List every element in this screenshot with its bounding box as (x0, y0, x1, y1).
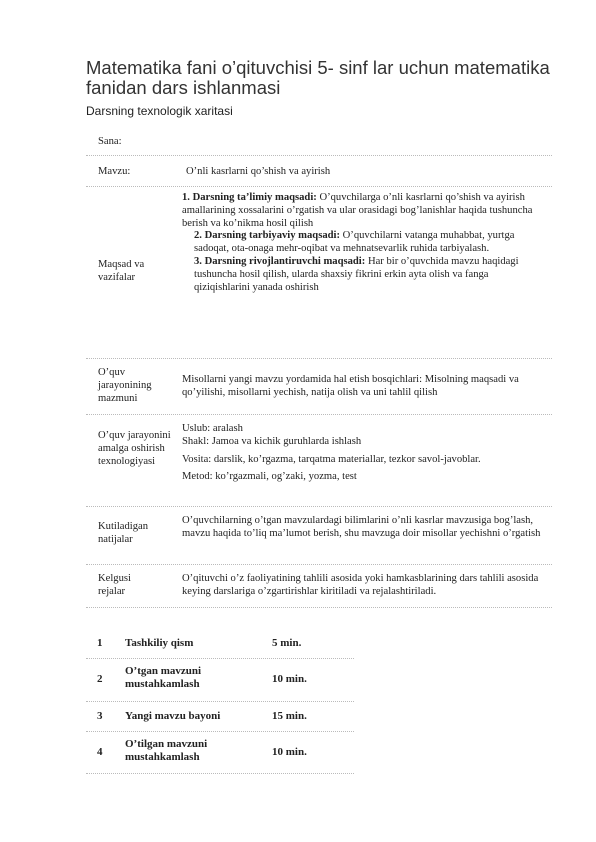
jarayon-value: Misollarni yangi mavzu yordamida hal etish bosqichlari: Misolning maqsadi va qo’yilishi, misollarni yechish, natija olish va uni tahlil qilish (182, 374, 519, 398)
stage-name: O’tilgan mavzuni mustahkamlash (125, 738, 208, 763)
row-natija (86, 506, 552, 565)
stage-time: 5 min. (272, 637, 302, 649)
maqsad-value (182, 192, 542, 294)
maqsad-2 (182, 230, 542, 256)
stage-row (86, 701, 354, 732)
stage-number: 3 (97, 710, 103, 722)
stage-number: 4 (97, 746, 103, 758)
texnologiya-value (182, 423, 542, 484)
maqsad-1-heading: 1. Darsning ta’limiy maqsadi: (182, 192, 317, 203)
stage-name: O’tgan mavzuni mustahkamlash (125, 665, 202, 690)
row-jarayon (86, 358, 552, 415)
maqsad-3-text: Har bir o’quvchida mavzu haqidagi tushuncha hosil qilish, ularda shaxsiy fikrini erkin ayta olish va fanga qiziqishlarini yanada oshirish (194, 255, 519, 293)
natija-label: Kutiladigan natijalar (98, 521, 149, 545)
maqsad-2-heading: 2. Darsning tarbiyaviy maqsadi: (194, 230, 340, 242)
vosita-line: Vosita: darslik, ko’rgazma, tarqatma materiallar, tezkor savol-javoblar. (182, 453, 481, 465)
stage-row (86, 628, 354, 659)
row-maqsad (86, 186, 552, 359)
sana-label: Sana: (98, 136, 122, 147)
stage-row (86, 731, 354, 774)
mavzu-label: Mavzu: (98, 166, 131, 177)
maqsad-1-text: O’quvchilarga o’nli kasrlarni qo’shish va ayirish amallarining xossalarini o’rgatish va ular orasidagi bog’lanishlar haqida tushuncha berish va ko’nikma hosil qilish (182, 192, 533, 229)
texnologiya-label: O’quv jarayonini amalga oshirish texnologiyasi (98, 430, 171, 467)
metod-line: Metod: ko’rgazmali, og’zaki, yozma, test (182, 471, 357, 483)
row-kelgusi (86, 564, 552, 608)
page-subtitle: Darsning texnologik xaritasi (86, 104, 233, 118)
page-title: Matematika fani o’qituvchisi 5- sinf lar uchun matematika fanidan dars ishlanmasi (86, 57, 550, 98)
stage-name: Yangi mavzu bayoni (125, 710, 221, 722)
maqsad-label: Maqsad va vazifalar (98, 259, 145, 283)
maqsad-1 (182, 192, 542, 230)
natija-value: O’quvchilarning o’tgan mavzulardagi bilimlarini o’nli kasrlar mavzusiga bog’lash, mavzu haqida to’liq ma’lumot berish, shu mavzuga doir misollar yechishni o’rgatish (182, 515, 541, 539)
stage-name: Tashkiliy qism (125, 637, 194, 649)
stage-time: 10 min. (272, 673, 307, 685)
stage-row (86, 658, 354, 702)
stage-time: 15 min. (272, 710, 307, 722)
shakl-line: Shakl: Jamoa va kichik guruhlarda ishlash (182, 435, 362, 447)
row-texnologiya (86, 414, 552, 507)
jarayon-label: O’quv jarayonining mazmuni (98, 367, 152, 404)
stage-time: 10 min. (272, 746, 307, 758)
maqsad-3-heading: 3. Darsning rivojlantiruvchi maqsadi: (194, 255, 366, 267)
kelgusi-label: Kelgusi rejalar (98, 573, 131, 597)
mavzu-value: O’nli kasrlarni qo’shish va ayirish (186, 166, 331, 177)
kelgusi-value: O’qituvchi o’z faoliyatining tahlili asosida yoki hamkasblarining dars tahlili asosida keying darslariga o’zgartirishlar kiritiladi va rejalashtiriladi. (182, 573, 539, 597)
uslub-line: Uslub: aralash (182, 423, 243, 434)
maqsad-3 (182, 256, 542, 294)
row-mavzu (86, 155, 552, 187)
stage-number: 2 (97, 673, 103, 685)
stage-number: 1 (97, 637, 103, 649)
maqsad-2-text: O’quvchilarni vatanga muhabbat, yurtga sadoqat, ota-onaga mehr-oqibat va mehnatsevarlik ruhida tarbiyalash. (194, 230, 515, 255)
row-sana (86, 124, 552, 156)
